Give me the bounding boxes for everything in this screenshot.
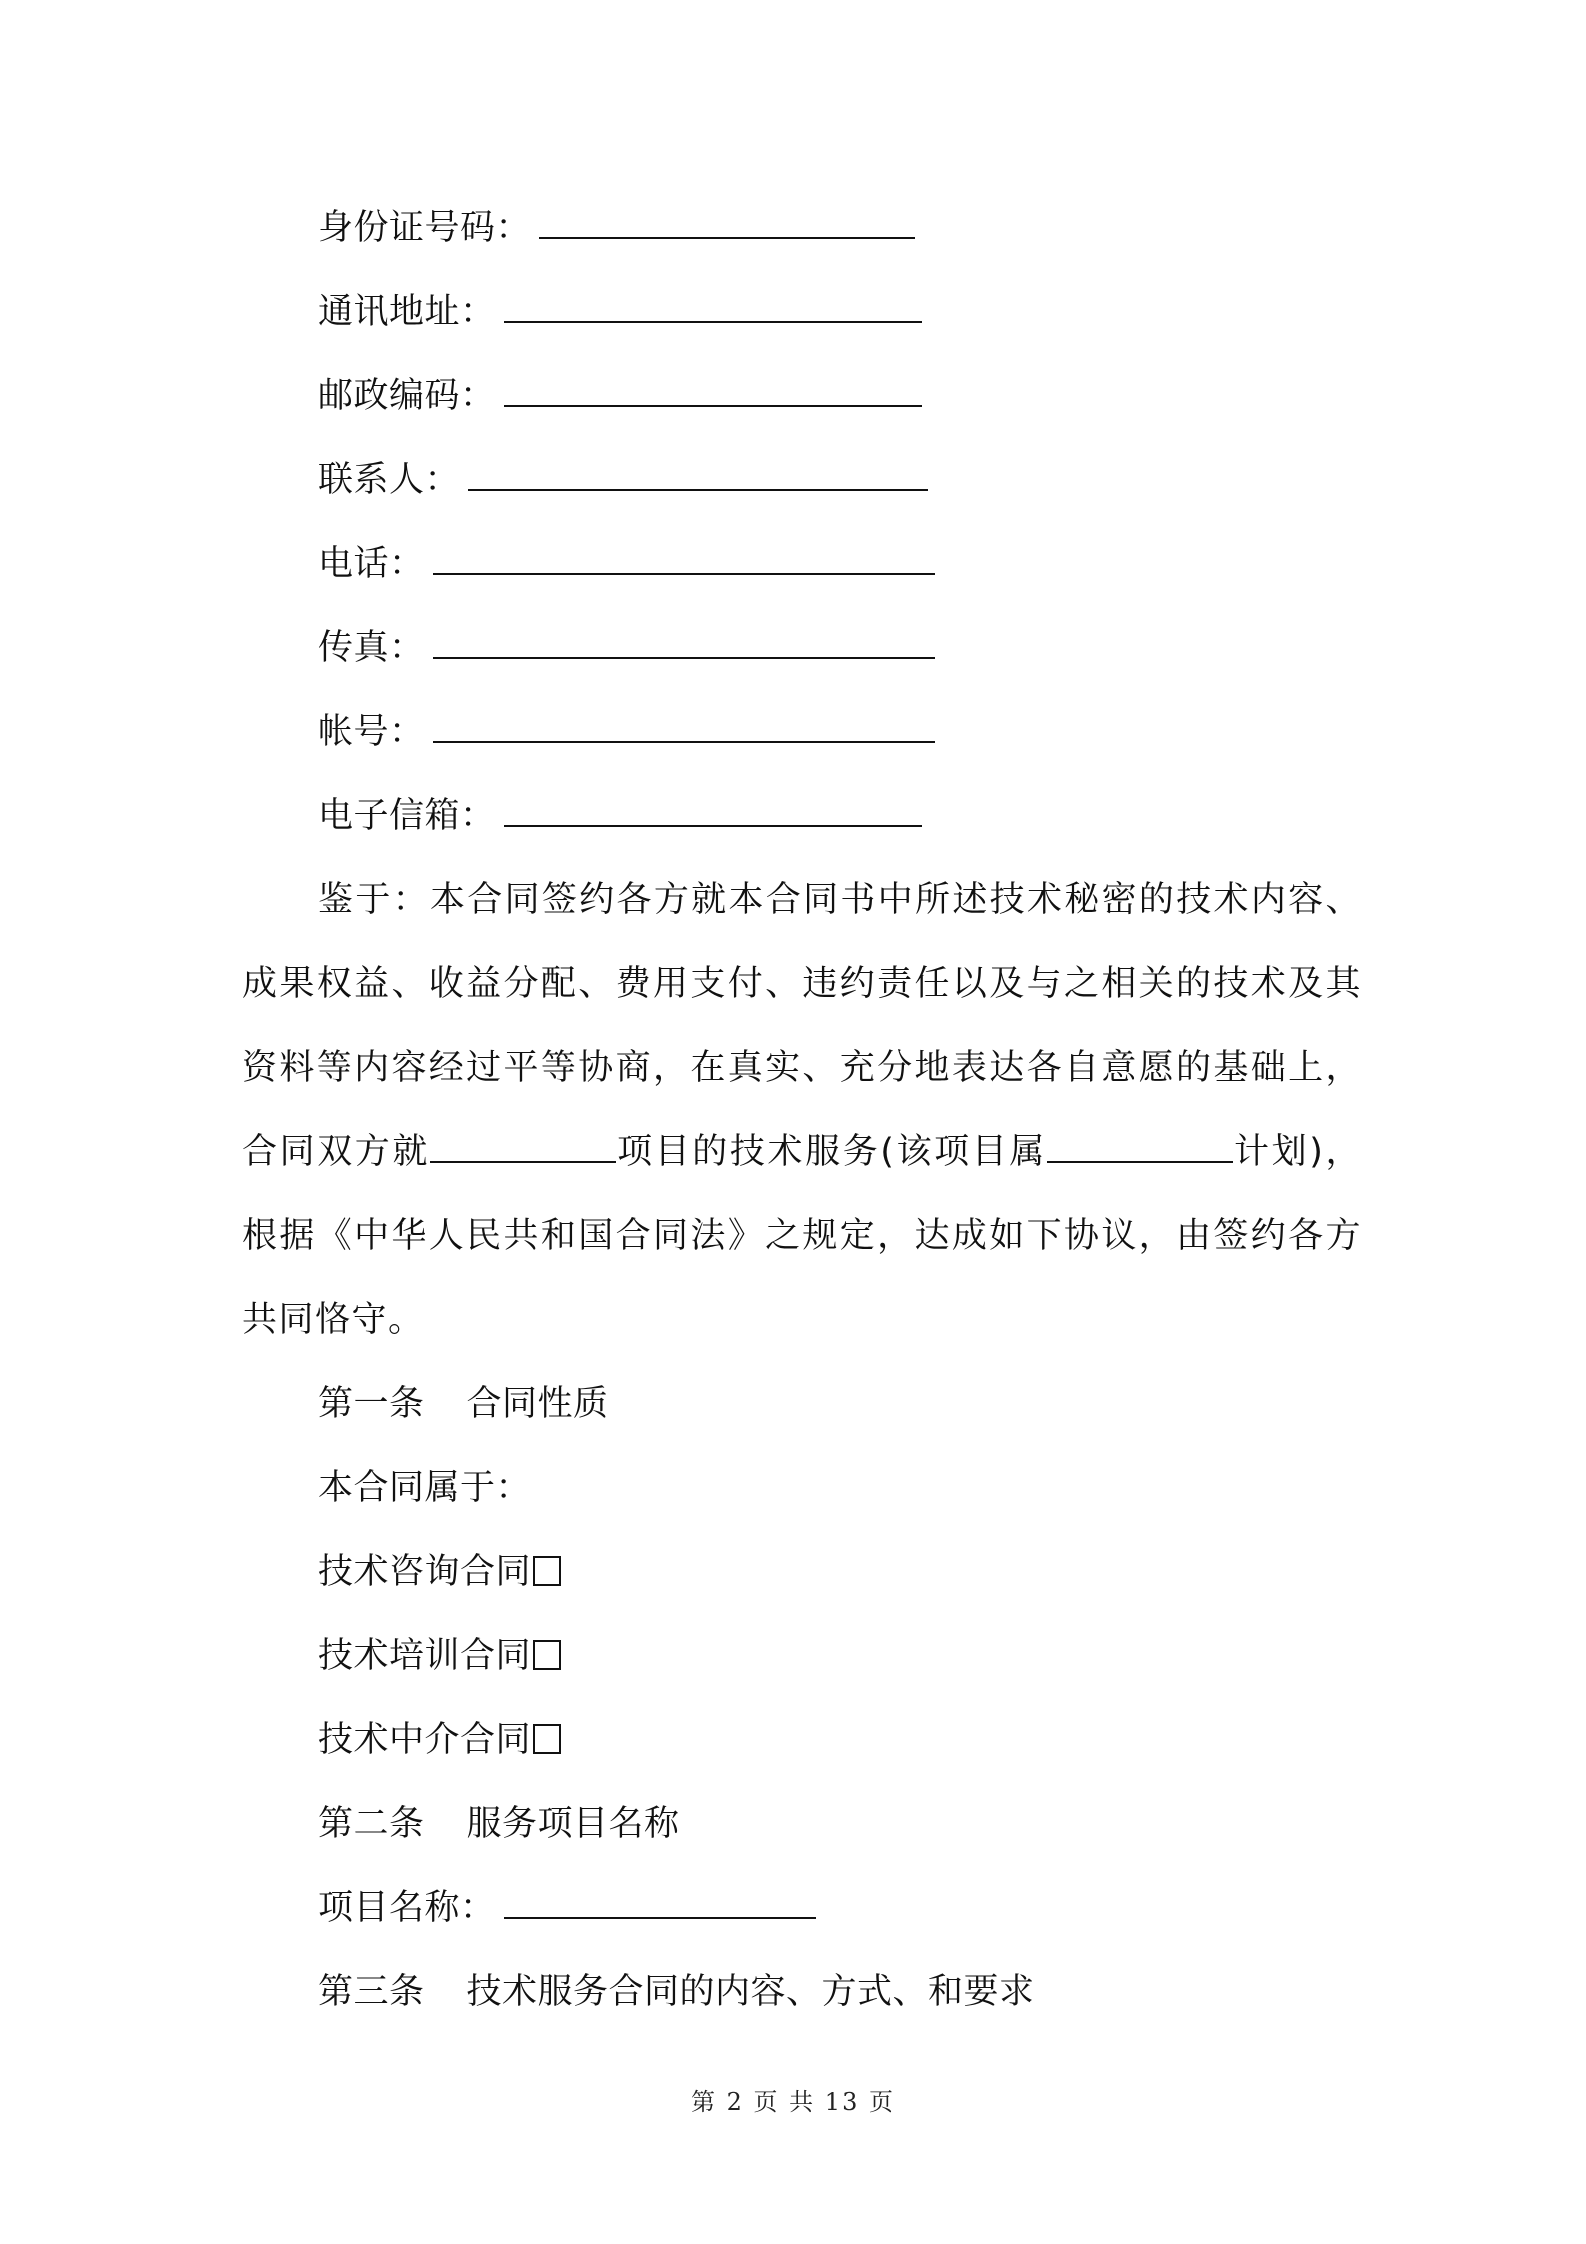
preamble-text-2: 项目的技术服务(该项目属 — [616, 1132, 1047, 1172]
email-field — [318, 774, 922, 858]
fill-blank[interactable] — [433, 543, 935, 575]
fill-blank[interactable] — [468, 459, 928, 491]
field-label: 身份证号码： — [318, 208, 532, 248]
article-title: 服务项目名称 — [466, 1804, 680, 1844]
article-title: 技术服务合同的内容、方式、和要求 — [466, 1972, 1035, 2012]
article-number: 第一条 — [318, 1384, 425, 1424]
field-label: 邮政编码： — [318, 376, 496, 416]
article-3-heading — [318, 1950, 1035, 2034]
fill-blank[interactable] — [433, 711, 935, 743]
id-number-field — [318, 186, 915, 270]
field-label: 传真： — [318, 628, 425, 668]
account-field — [318, 690, 935, 774]
plan-blank[interactable] — [1047, 1131, 1233, 1163]
field-label: 帐号： — [318, 712, 425, 752]
fax-field — [318, 606, 935, 690]
checkbox[interactable] — [533, 1724, 561, 1754]
address-field — [318, 270, 922, 354]
page-footer: 第 2 页 共 13 页 — [691, 2088, 895, 2116]
article-1-heading — [318, 1362, 609, 1446]
preamble-paragraph — [242, 858, 1362, 1362]
fill-blank[interactable] — [504, 291, 922, 323]
option-label: 技术咨询合同 — [318, 1552, 532, 1592]
option-consulting — [318, 1530, 561, 1614]
phone-field — [318, 522, 935, 606]
checkbox[interactable] — [533, 1556, 561, 1586]
option-label: 技术中介合同 — [318, 1720, 532, 1760]
field-label: 电子信箱： — [318, 796, 496, 836]
option-training — [318, 1614, 561, 1698]
field-label: 项目名称： — [318, 1888, 496, 1928]
preamble-text-1: 鉴于：本合同签约各方就本合同书中所述技术秘密的技术内容、成果权益、收益分配、费用支付、违约责任以及与之相关的技术及其资料等内容经过平等协商，在真实、充分地表达各自意愿的基础上，合同双方就 — [242, 880, 1362, 1172]
fill-blank[interactable] — [539, 207, 915, 239]
article-number: 第二条 — [318, 1804, 425, 1844]
article-2-heading — [318, 1782, 680, 1866]
fill-blank[interactable] — [504, 375, 922, 407]
preamble-text-3: 计划)，根据《中华人民共和国合同法》之规定，达成如下协议，由签约各方共同恪守。 — [242, 1132, 1363, 1340]
option-label: 技术培训合同 — [318, 1636, 532, 1676]
fill-blank[interactable] — [504, 795, 922, 827]
fill-blank[interactable] — [504, 1887, 816, 1919]
project-name-field — [318, 1866, 816, 1950]
field-label: 通讯地址： — [318, 292, 496, 332]
article-title: 合同性质 — [466, 1384, 609, 1424]
field-label: 联系人： — [318, 460, 461, 500]
project-blank[interactable] — [430, 1131, 616, 1163]
article-number: 第三条 — [318, 1972, 425, 2012]
checkbox[interactable] — [533, 1640, 561, 1670]
option-intermediary — [318, 1698, 561, 1782]
field-label: 电话： — [318, 544, 425, 584]
postal-code-field — [318, 354, 922, 438]
fill-blank[interactable] — [433, 627, 935, 659]
contract-type-intro: 本合同属于： — [318, 1468, 532, 1508]
contact-person-field — [318, 438, 928, 522]
